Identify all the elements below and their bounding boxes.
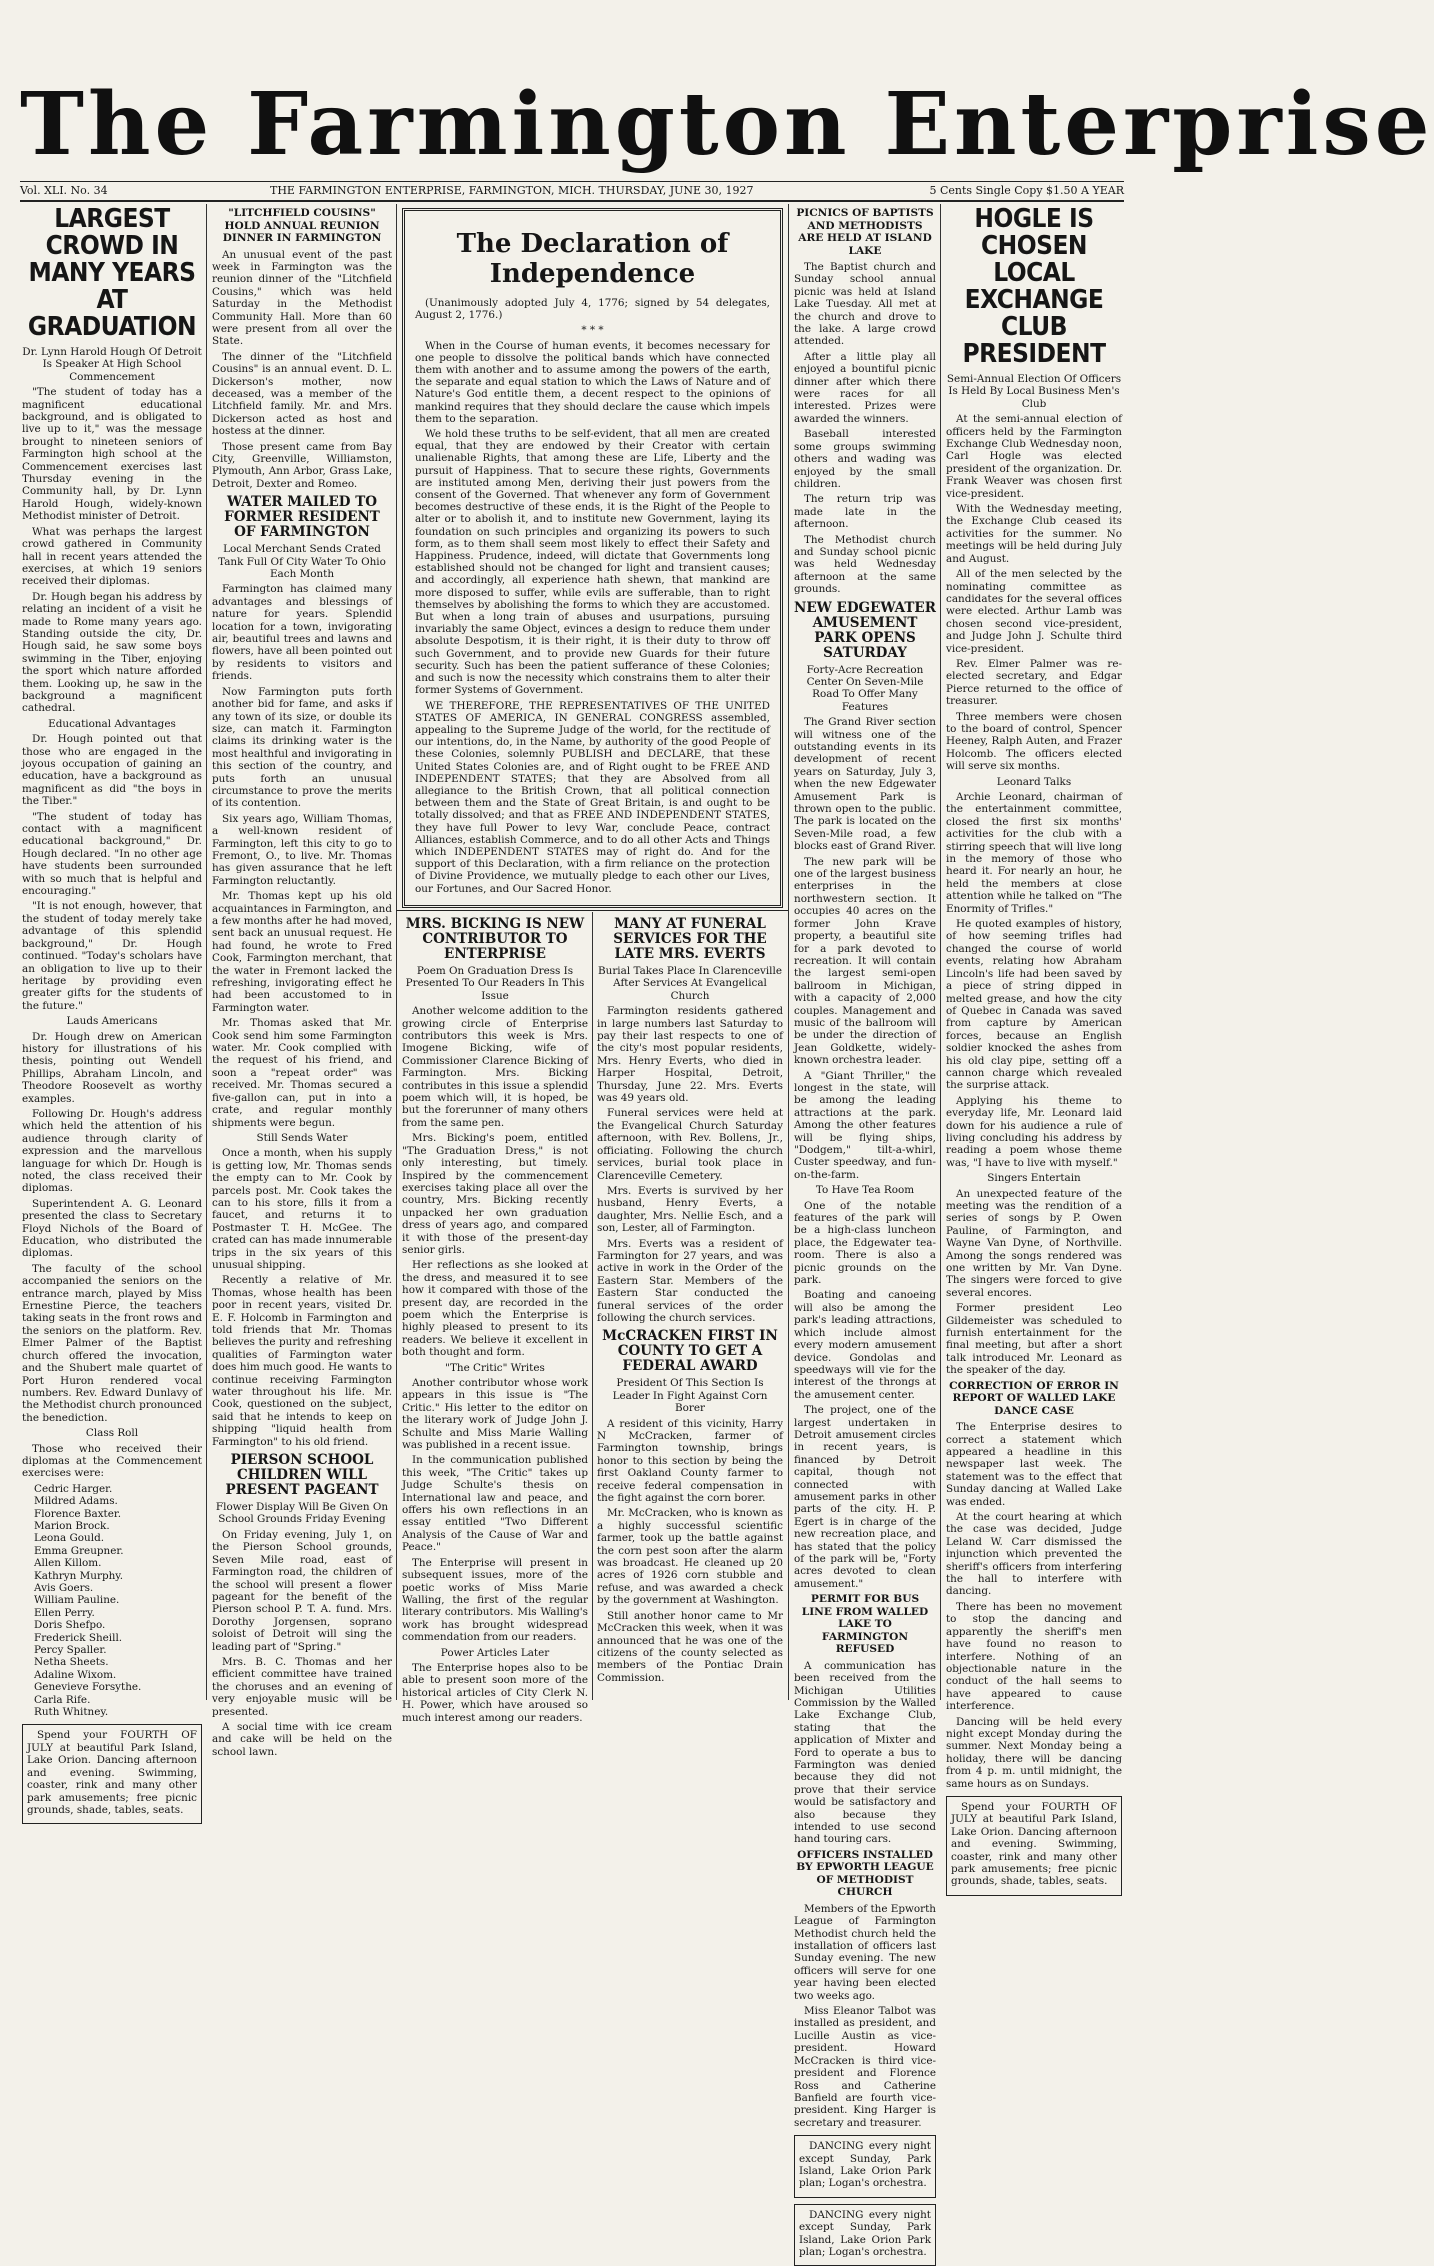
headline-bus-permit: PERMIT FOR BUS LINE FROM WALLED LAKE TO FARMINGTON REFUSED — [801, 1593, 929, 1656]
section-head: Educational Advantages — [48, 717, 176, 730]
paragraph: The new park will be one of the largest business enterprises in the northwestern section. It occupies 40 acres on the former John Krave property, a beautiful site for a park devoted to recreation. It will contain the largest semi-open ballroom in Michigan, with a capacity of 2,000 couples. Management and music of the ballroom will be under the direction of Jean Goldkette, widely-known orchestra leader. — [794, 855, 936, 1067]
paragraph: The Grand River section will witness one of the outstanding events in its development of recent years on Saturday, July 3, when the new Edgewater Amusement Park is thrown open to the public. The park is located on the Seven-Mile road, a few blocks east of Grand River. — [794, 716, 936, 853]
paragraph: Applying his theme to everyday life, Mr. Leonard laid down for his audience a rule of living concluding his address by reading a poem whose theme was, "I have to live with myself." — [946, 1094, 1122, 1169]
list-item: Netha Sheets. — [34, 1656, 109, 1669]
list-item: Carla Rife. — [34, 1693, 91, 1706]
declaration-box — [402, 208, 783, 908]
subhead-edgewater: Forty-Acre Recreation Center On Seven-Mile Road To Offer Many Features — [806, 663, 924, 713]
subhead-pierson: Flower Display Will Be Given On School Grounds Friday Evening — [215, 1501, 389, 1526]
paragraph: Mrs. Everts was a resident of Farmington for 27 years, and was active in work in the Order of the Eastern Star. Members of the Eastern Star conducted the funeral services of the order following the church services. — [597, 1237, 783, 1324]
price-line: 5 Cents Single Copy $1.50 A YEAR — [929, 184, 1124, 197]
paragraph: Once a month, when his supply is getting low, Mr. Thomas sends the empty can to Mr. Cook by parcels post. Mr. Cook takes the can to his store, fills it from a faucet, and returns it to Postmaster T. H. McGee. The crated can has made innumerable trips in the six years of this unusual shipping. — [212, 1147, 392, 1271]
section-head: Leonard Talks — [996, 775, 1072, 788]
paragraph: WE THEREFORE, THE REPRESENTATIVES OF THE UNITED STATES OF AMERICA, IN GENERAL CONGRESS assembled, appealing to the Supreme Judge of the world, for the rectitude of our intentions, do, in the Name, by authority of the good People of these Colonies, solemnly PUBLISH and DECLARE, that these United States Colonies are, and of Right ought to be FREE AND INDEPENDENT STATES; that they are Absolved from all allegiance to the British Crown, that all political connection between them and the State of Great Britain, is and ought to be totally dissolved; and that as FREE AND INDEPENDENT STATES, they have full Power to levy War, conclude Peace, contract Alliances, establish Commerce, and to do all other Acts and Things which INDEPENDENT STATES may of right do. And for the support of this Declaration, with a firm reliance on the protection of Divine Providence, we mutually pledge to each other our Lives, our Fortunes, and Our Sacred Honor. — [415, 699, 770, 895]
section-head: Still Sends Water — [256, 1131, 348, 1144]
paragraph: Mrs. Everts is survived by her husband, Henry Everts, a daughter, Mrs. Nellie Esch, and a son, Lester, all of Farmington. — [597, 1184, 783, 1235]
list-item: Percy Spaller. — [34, 1644, 107, 1657]
paragraph: On Friday evening, July 1, on the Pierson School grounds, Seven Mile road, east of Farmington road, the children of the school will present a flower pageant for the benefit of the Pierson school P. T. A. fund. Mrs. Dorothy Jorgensen, soprano soloist of Detroit will sing the leading part of "Spring." — [212, 1528, 392, 1653]
subhead-water: Local Merchant Sends Crated Tank Full Of City Water To Ohio Each Month — [218, 543, 386, 581]
ad-park-island — [22, 1724, 202, 1824]
paragraph: Those who received their diplomas at the Commencement exercises were: — [22, 1442, 202, 1480]
paragraph: Dancing will be held every night except Monday during the summer. Next Monday being a holiday, there will be dancing from 4 p. m. until midnight, the same hours as on Sundays. — [946, 1715, 1122, 1790]
paragraph: "It is not enough, however, that the student of today merely take advantage of this splendid background," Dr. Hough continued. "Today's scholars have an obligation to live up to their heritage by providing even greater gifts for the students of the future." — [22, 900, 202, 1012]
paragraph: A communication has been received from the Michigan Utilities Commission by the Walled Lake Exchange Club, stating that the application of Mixter and Ford to operate a bus to Farmington was denied because they did not prove that their service would be satisfactory and also because they intended to use second hand touring cars. — [794, 1659, 936, 1846]
column-bicking — [402, 912, 588, 1724]
paragraph: Mr. Thomas kept up his old acquaintances in Farmington, and a few months after he had moved, sent back an unusual request. He had found, he wrote to Fred Cook, Farmington merchant, that the water in Fremont lacked the refreshing, invigorating effect he had been accustomed to in Farmington water. — [212, 890, 393, 1014]
list-item: Mildred Adams. — [34, 1495, 118, 1508]
paragraph: Still another honor came to Mr McCracken this week, when it was announced that he was one of the citizens of the county selected as members of the Pontiac Drain Commission. — [597, 1609, 783, 1684]
paragraph: Six years ago, William Thomas, a well-known resident of Farmington, left this city to go to Fremont, O., to live. Mr. Thomas has given assurance that he left Farmington reluctantly. — [212, 812, 392, 887]
headline-graduation: LARGEST CROWD IN MANY YEARS AT GRADUATION — [27, 204, 197, 342]
subhead-hogle: Semi-Annual Election Of Officers Is Held By Local Business Men's Club — [946, 373, 1122, 410]
paragraph: Former president Leo Gildemeister was scheduled to furnish entertainment for the final meeting, but after a short talk introduced Mr. Leonard as the speaker of the day. — [946, 1302, 1122, 1377]
dateline-bar — [20, 181, 1124, 202]
paragraph: The return trip was made late in the afternoon. — [794, 493, 936, 531]
headline-mccracken: McCRACKEN FIRST IN COUNTY TO GET A FEDERAL AWARD — [602, 1328, 778, 1375]
subhead-mccracken: President Of This Section Is Leader In Fight Against Corn Borer — [612, 1377, 768, 1415]
headline-edgewater: NEW EDGEWATER AMUSEMENT PARK OPENS SATURDAY — [794, 599, 936, 661]
paragraph: Rev. Elmer Palmer was re-elected secretary, and Edgar Pierce returned to the office of treasurer. — [946, 657, 1122, 708]
list-item: Florence Baxter. — [34, 1507, 122, 1520]
paragraph: Mrs. Bicking's poem, entitled "The Graduation Dress," is not only interesting, but timely. Inspired by the commencement exercises taking place all over the country, Mrs. Bicking recently unpacked her own graduation dress of years ago, and compared it with those of the present-day senior girls. — [402, 1132, 588, 1256]
separator-stars: * * * — [581, 324, 604, 337]
ad-park-island — [946, 1796, 1122, 1896]
headline-funeral: MANY AT FUNERAL SERVICES FOR THE LATE MRS. EVERTS — [613, 916, 767, 962]
headline-epworth: OFFICERS INSTALLED BY EPWORTH LEAGUE OF METHODIST CHURCH — [796, 1848, 934, 1899]
paragraph: He quoted examples of history, of how seeming trifles had changed the course of world events, relating how Abraham Lincoln's life had been saved by a piece of string dipped in melted grease, and how the city of Quebec in Canada was saved from capture by American forces, because an English soldier knocked the ashes from his old clay pipe, setting off a cannon charge which revealed the surprise attack. — [946, 918, 1122, 1092]
dateline-text: THE FARMINGTON ENTERPRISE, FARMINGTON, MICH. THURSDAY, JUNE 30, 1927 — [270, 184, 754, 197]
declaration-title: The Declaration of Independence — [456, 229, 729, 289]
headline-water-mailed: WATER MAILED TO FORMER RESIDENT OF FARMINGTON — [224, 494, 380, 541]
subhead-bicking: Poem On Graduation Dress Is Presented To Our Readers In This Issue — [405, 965, 585, 1002]
paragraph: Farmington has claimed many advantages and blessings of nature for years. Splendid location for a town, invigorating air, beautiful trees and lawns and flowers, have all been pointed out by residents to visitors and friends. — [212, 583, 392, 683]
paragraph: A "Giant Thriller," the longest in the state, will be among the leading attractions at the park. Among the other features will be flying ships, "Dodgem," tilt-a-whirl, Custer speedway, and fun-on-the-farm. — [794, 1069, 936, 1181]
column-funeral — [597, 912, 783, 1700]
paragraph: Mrs. B. C. Thomas and her efficient committee have trained the choruses and an evening of very enjoyable music will be presented. — [212, 1655, 392, 1718]
paragraph: Dr. Hough began his address by relating an incident of a visit he made to Rome many years ago. Standing outside the city, Dr. Hough said, he saw some boys swimming in the Tiber, enjoying the sport which nature afforded them. Looking up, he saw in the background a magnificent cathedral. — [22, 590, 202, 715]
paragraph: After a little play all enjoyed a bountiful picnic dinner after which there were races for all interested. Prizes were awarded the winners. — [794, 350, 936, 425]
paragraph: The Enterprise hopes also to be able to present soon more of the historical articles of City Clerk N. H. Power, which have aroused so much interest among our readers. — [402, 1661, 588, 1724]
paragraph: Superintendent A. G. Leonard presented the class to Secretary Floyd Nichols of the Board of Education, who distributed the diplomas. — [22, 1197, 202, 1260]
paragraph: Three members were chosen to the board of control, Spencer Heeney, Ralph Auten, and Frazer Holcomb. The officers elected will serve six months. — [946, 710, 1122, 773]
column-rule — [396, 204, 397, 1700]
column-graduation — [22, 204, 202, 1816]
paragraph: Those present came from Bay City, Greenville, Williamston, Plymouth, Ann Arbor, Grass Lake, Detroit, Dexter and Romeo. — [212, 440, 392, 490]
headline-picnics: PICNICS OF BAPTISTS AND METHODISTS ARE HELD AT ISLAND LAKE — [796, 207, 934, 257]
list-item: Allen Killom. — [34, 1557, 102, 1570]
list-item: Kathryn Murphy. — [34, 1569, 124, 1582]
paragraph: Mr. McCracken, who is known as a highly successful scientific farmer, took up the battle against the corn pest soon after the alarm was broadcast. He cleaned up 20 acres of 1926 corn stubble and refuse, and was awarded a check by the government at Washington. — [597, 1507, 783, 1607]
column-picnics — [794, 204, 936, 2258]
ad-dancing — [794, 2204, 936, 2266]
paragraph: With the Wednesday meeting, the Exchange Club ceased its activities for the summer. No meetings will be held during July and August. — [946, 503, 1122, 565]
paragraph: We hold these truths to be self-evident, that all men are created equal, that they are endowed by their Creator with certain unalienable Rights, that among these are Life, Liberty and the pursuit of Happiness. That to secure these rights, Governments are instituted among Men, deriving their just powers from the consent of the Governed. That whenever any form of Government becomes destructive of these ends, it is the Right of the People to alter or to abolish it, and to institute new Government, laying its foundation on such principles and organizing its powers to such form, as to them shall seem most likely to effect their Safety and Happiness. Prudence, indeed, will dictate that Governments long established should not be changed for light and transient causes; and accordingly, all experience hath shewn, that mankind are more disposed to suffer, while evils are sufferable, than to right themselves by abolishing the forms to which they are accustomed. But when a long train of abuses and usurpations, pursuing invariably the same Object, evinces a design to reduce them under absolute Despotism, it is their right, it is their duty to throw off such Government, and to provide new Guards for their future security. Such has been the patient sufferance of these Colonies; and such is now the necessity which constrains them to alter their former Systems of Government. — [415, 428, 770, 697]
ad-dancing — [794, 2135, 936, 2198]
list-item: Doris Shefpo. — [34, 1619, 106, 1632]
ad-text: Spend your FOURTH OF JULY at beautiful Park Island, Lake Orion. Dancing afternoon and evening. Swimming, coaster, rink and many other park amusements; free picnic grounds, shade, tables, seats. — [27, 1729, 197, 1816]
paragraph: One of the notable features of the park will be a high-class luncheon place, the Edgewater tea-room. There is also a picnic grounds on the park. — [794, 1199, 936, 1287]
paragraph: The faculty of the school accompanied the seniors on the entrance march, played by Miss Ernestine Pierce, the teachers taking seats in the front rows and the seniors on the platform. Rev. Elmer Palmer of the Baptist church offered the invocation, and the Shubert male quartet of Port Huron rendered vocal numbers. Rev. Edward Dunlavy of the Methodist church pronounced the benediction. — [22, 1262, 202, 1424]
list-item: Adaline Wixom. — [34, 1668, 117, 1681]
column-rule — [940, 204, 941, 1700]
paragraph: A social time with ice cream and cake will be held on the school lawn. — [212, 1720, 392, 1758]
paragraph: The dinner of the "Litchfield Cousins" is an annual event. D. L. Dickerson's mother, now deceased, was a member of the Litchfield family. Mr. and Mrs. Dickerson acted as host and hostess at the dinner. — [212, 350, 392, 438]
column-rule — [592, 912, 593, 1700]
column-rule — [788, 204, 789, 1700]
paragraph: The Baptist church and Sunday school annual picnic was held at Island Lake Tuesday. All met at the church and drove to the lake. A large crowd attended. — [794, 261, 936, 348]
section-head: Lauds Americans — [66, 1015, 158, 1028]
list-item: Emma Greupner. — [34, 1544, 124, 1557]
subhead-graduation: Dr. Lynn Harold Hough Of Detroit Is Speaker At High School Commencement — [22, 346, 202, 383]
headline-hogle: HOGLE IS CHOSEN LOCAL EXCHANGE CLUB PRESIDENT — [962, 204, 1106, 369]
paragraph: At the court hearing at which the case was decided, Judge Leland W. Carr dismissed the injunction which prevented the sheriff's officers from interfering the hall to interfere with dancing. — [946, 1511, 1122, 1598]
ad-text: Spend your FOURTH OF JULY at beautiful Park Island, Lake Orion. Dancing afternoon and evening. Swimming, coaster, rink and many other park amusements; free picnic grounds, shade, tables, seats. — [951, 1800, 1117, 1888]
paragraph: Members of the Epworth League of Farmington Methodist church held the installation of officers last Sunday evening. The new officers will serve for one year having been elected two weeks ago. — [794, 1902, 936, 2002]
list-item: Avis Goers. — [34, 1582, 94, 1594]
list-item: Cedric Harger. — [34, 1482, 113, 1495]
list-item: Marion Brock. — [34, 1519, 110, 1532]
paragraph: Baseball interested some groups swimming others and wading was enjoyed by the small children. — [794, 428, 936, 490]
list-item: William Pauline. — [34, 1594, 120, 1607]
paragraph: Miss Eleanor Talbot was installed as president, and Lucille Austin as vice-president. Howard McCracken is third vice-president and Florence Ross and Catherine Banfield are fourth vice-president. King Harger is secretary and treasurer. — [794, 2005, 936, 2129]
paragraph: An unexpected feature of the meeting was the rendition of a series of songs by P. Owen Pauline, of Farmington, and Wayne Van Dyne, of Northville. Among the songs rendered was one written by Mr. Van Dyne. The singers were forced to give several encores. — [946, 1187, 1122, 1299]
paragraph: Another contributor whose work appears in this issue is "The Critic." His letter to the editor on the literary work of Judge John J. Schulte and Miss Marie Walling was published in a recent issue. — [402, 1377, 588, 1452]
section-head: Class Roll — [85, 1427, 139, 1440]
list-item: Ellen Perry. — [34, 1606, 95, 1619]
paragraph: Funeral services were held at the Evangelical Church Saturday afternoon, with Rev. Bollens, Jr., officiating. Following the church services, burial took place in Clarenceville Cemetery. — [597, 1107, 783, 1182]
ad-text: DANCING every night except Sunday, Park Island, Lake Orion Park plan; Logan's orchestra. — [799, 2140, 931, 2190]
column-local-news — [212, 204, 393, 1758]
section-rule — [396, 910, 788, 911]
paragraph: A resident of this vicinity, Harry N McCracken, farmer of Farmington township, brings honor to this section by being the first Oakland County farmer to receive federal compensation in the fight against the corn borer. — [597, 1417, 783, 1505]
paragraph: Archie Leonard, chairman of the entertainment committee, closed the first six months' activities for the club with a stirring speech that will live long in the memory of those who heard it. For nearly an hour, he held the members at close attention while he talked on "The Enormity of Trifles." — [946, 791, 1122, 915]
list-item: Genevieve Forsythe. — [34, 1681, 142, 1694]
paragraph: An unusual event of the past week in Farmington was the reunion dinner of the "Litchfield Cousins," which was held Saturday in the Methodist Community Hall. More than 60 were present from all over the State. — [212, 248, 392, 348]
headline-litchfield: "LITCHFIELD COUSINS" HOLD ANNUAL REUNION DINNER IN FARMINGTON — [222, 207, 382, 244]
paragraph: Farmington residents gathered in large numbers last Saturday to pay their last respects to one of the city's most popular residents, Mrs. Henry Everts, who died in Harper Hospital, Detroit, Thursday, June 22. Mrs. Everts was 49 years old. — [597, 1005, 783, 1105]
paragraph: Boating and canoeing will also be among the park's leading attractions, which include almost every modern amusement device. Gondolas and speedways will vie for the interest of the throngs at the amusement center. — [794, 1289, 936, 1401]
subhead-funeral: Burial Takes Place In Clarenceville After Services At Evangelical Church — [598, 965, 782, 1002]
ad-text: DANCING every night except Sunday, Park Island, Lake Orion Park plan; Logan's orchestra. — [799, 2208, 931, 2258]
paragraph: In the communication published this week, "The Critic" takes up Judge Schulte's thesis on International law and peace, and offers his own reflections in an essay entitled "Two Different Analysis of the Cause of War and Peace." — [402, 1454, 588, 1554]
paragraph: Dr. Hough pointed out that those who are engaged in the joyous occupation of gaining an education, have a background as magnificent as did "the boys in the Tiber." — [22, 733, 202, 808]
section-head: Singers Entertain — [987, 1172, 1081, 1185]
paragraph: "The student of today has contact with a magnificent educational background," Dr. Hough declared. "In no other age have students been surrounded with so much that is helpful and encouraging." — [22, 810, 202, 898]
paragraph: The project, one of the largest undertaken in Detroit amusement circles in recent years, is financed by Detroit capital, though not connected with amusement parks in other parts of the city. H. P. Egert is in charge of the new recreation place, and has stated that the policy of the park will be, "Forty acres devoted to clean amusement." — [794, 1404, 936, 1590]
paragraph: All of the men selected by the nominating committee as candidates for the several offices were elected. Arthur Lamb was chosen second vice-president, and Judge John J. Schulte third vice-president. — [946, 568, 1122, 655]
volume-number: Vol. XLI. No. 34 — [20, 184, 108, 197]
column-exchange-club — [946, 204, 1122, 1888]
paragraph: Another welcome addition to the growing circle of Enterprise contributors this week is Mrs. Imogene Bicking, wife of Commissioner Clarence Bicking of Farmington. Mrs. Bicking contributes in this issue a splendid poem which will, it is hoped, be but the forerunner of many others from the same pen. — [402, 1005, 588, 1129]
paragraph: The Enterprise will present in subsequent issues, more of the poetic works of Miss Marie Walling, the first of the regular literary contributors. Mis Walling's work has brought widespread commendation from our readers. — [402, 1556, 588, 1644]
headline-pierson-school: PIERSON SCHOOL CHILDREN WILL PRESENT PAGEANT — [225, 1452, 379, 1499]
list-item: Ruth Whitney. — [34, 1706, 109, 1719]
column-rule — [206, 204, 207, 1700]
paragraph: Following Dr. Hough's address which held the attention of his audience through clarity of expression and the marvellous language for which Dr. Hough is noted, the class received their diplomas. — [22, 1107, 202, 1195]
paragraph: Mr. Thomas asked that Mr. Cook send him some Farmington water. Mr. Cook complied with the request of his friend, and soon a "repeat order" was received. Mr. Thomas secured a five-gallon can, put in into a crate, and regular monthly shipments were begun. — [212, 1017, 392, 1129]
headline-correction: CORRECTION OF ERROR IN REPORT OF WALLED LAKE DANCE CASE — [949, 1379, 1119, 1417]
paragraph: Dr. Hough drew on American history for illustrations of his thesis, pointing out Wendell Phillips, Abraham Lincoln, and Theodore Roosevelt as worthy examples. — [22, 1030, 202, 1105]
paragraph: "The student of today has a magnificent educational background, and is obligated to live up to it," was the message brought to nineteen seniors of Farmington high school at the Commencement exercises last Thursday evening in the Community hall, by Dr. Lynn Harold Hough, widely-known Methodist minister of Detroit. — [22, 386, 202, 523]
paragraph: What was perhaps the largest crowd gathered in Community hall in recent years attended the exercises, at which 19 seniors received their diplomas. — [22, 525, 202, 588]
list-item: Leona Gould. — [34, 1532, 105, 1545]
headline-bicking: MRS. BICKING IS NEW CONTRIBUTOR TO ENTERPRISE — [405, 916, 585, 962]
class-roll-list — [34, 1483, 202, 1719]
paragraph: The Enterprise desires to correct a statement which appeared a headline in this newspaper last week. The statement was to the effect that Sunday dancing at Walled Lake was ended. — [946, 1421, 1122, 1508]
paragraph: When in the Course of human events, it becomes necessary for one people to dissolve the political bands which have connected them with another and to assume among the powers of the earth, the separate and equal station to which the Laws of Nature and of Nature's God entitle them, a decent respect to the opinions of mankind requires that they should declare the cause which impels them to the separation. — [415, 339, 770, 425]
paragraph: Her reflections as she looked at the dress, and measured it to see how it compared with those of the present day, are recorded in the poem which the Enterprise is highly pleased to present to its readers. We believe it excellent in both thought and form. — [402, 1259, 588, 1359]
section-head: To Have Tea Room — [815, 1184, 915, 1197]
paragraph: The Methodist church and Sunday school picnic was held Wednesday afternoon at the same grounds. — [794, 533, 936, 596]
declaration-note: (Unanimously adopted July 4, 1776; signed by 54 delegates, August 2, 1776.) — [415, 297, 770, 322]
masthead-title: The Farmington Enterprise — [20, 74, 1434, 175]
paragraph: Recently a relative of Mr. Thomas, whose health has been poor in recent years, visited Dr. E. F. Holcomb in Farmington and told friends that Mr. Thomas believes the purity and refreshing qualities of Farmington water does him much good. He wants to continue receiving Farmington water throughout his life. Mr. Cook, questioned on the subject, said that he intends to keep on shipping "liquid health from Farmington" to his old friend. — [212, 1274, 392, 1448]
paragraph: At the semi-annual election of officers held by the Farmington Exchange Club Wednesday noon, Carl Hogle was elected president of the organization. Dr. Frank Weaver was chosen first vice-president. — [946, 413, 1122, 500]
paragraph: Now Farmington puts forth another bid for fame, and asks if any town of its size, or double its size, can match it. Farmington claims its drinking water is the most healthful and invigorating in this section of the country, and puts forth an unusual circumstance to prove the merits of its contention. — [212, 685, 392, 810]
paragraph: There has been no movement to stop the dancing and apparently the sheriff's men have found no reason to interfere. Nothing of an objectionable nature in the conduct of the hall seems to have appeared to cause interference. — [946, 1600, 1122, 1713]
section-head: Power Articles Later — [440, 1646, 550, 1659]
section-head: "The Critic" Writes — [445, 1361, 545, 1374]
list-item: Frederick Sheill. — [34, 1631, 123, 1644]
